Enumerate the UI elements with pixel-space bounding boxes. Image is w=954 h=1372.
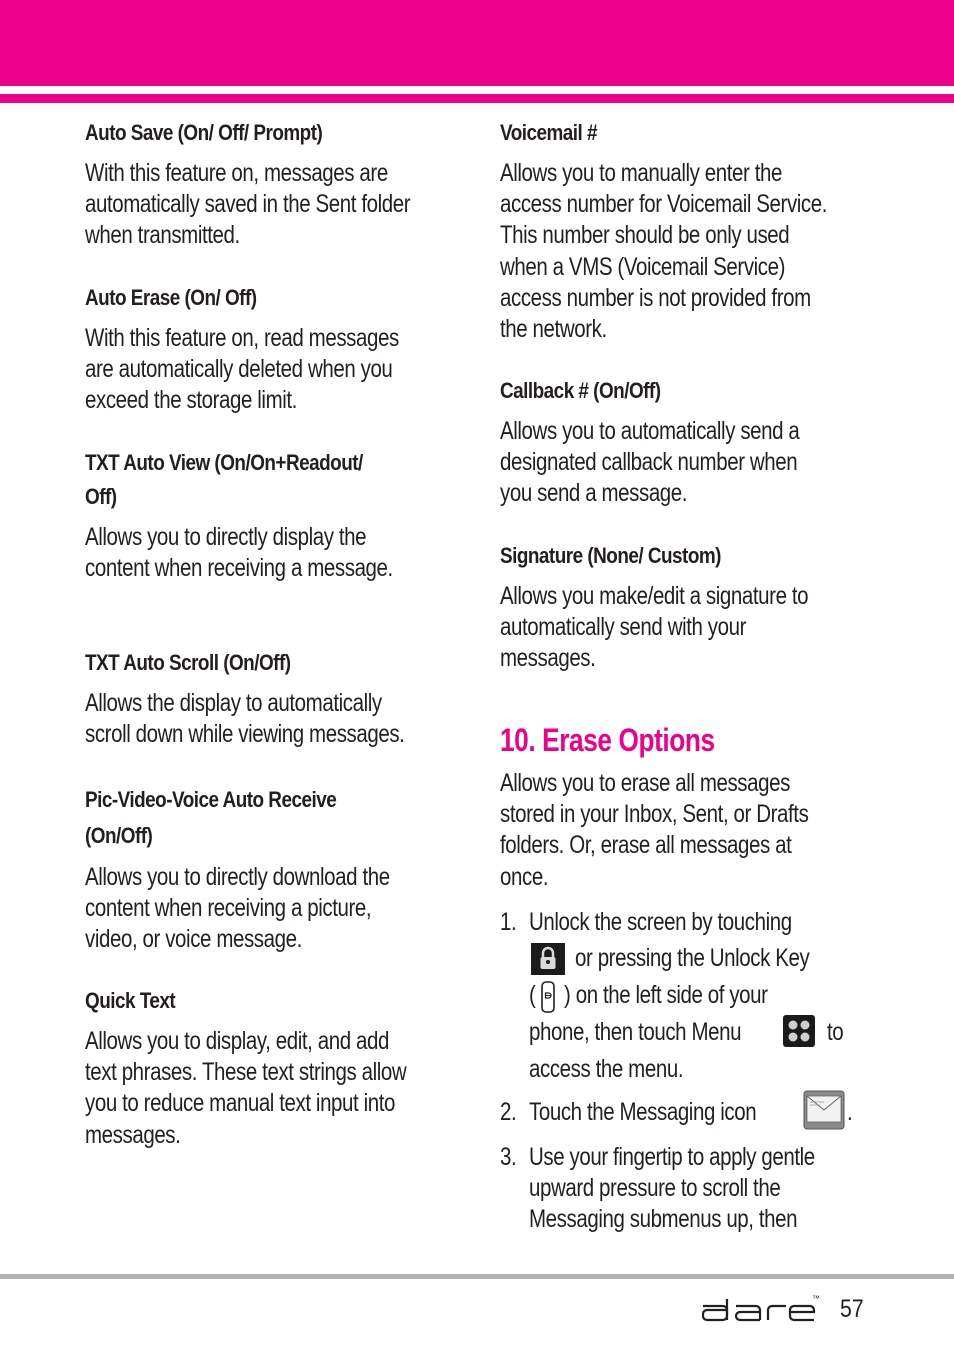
step-2-end: . (847, 1098, 853, 1126)
menu-icon (783, 1015, 815, 1047)
heading-auto-save: Auto Save (On/ Off/ Prompt) (85, 120, 323, 145)
section-txt-auto-view (85, 446, 525, 584)
section-voicemail (500, 116, 940, 345)
section-txt-auto-scroll (85, 646, 525, 750)
section-quick-text (85, 984, 525, 1151)
auto-save-body: With this feature on, messages are automatically saved in the Sent folder when transmitted. (85, 159, 411, 250)
footer-rule (0, 1274, 954, 1279)
callback-body: Allows you to automatically send a designated callback number when you send a message. (500, 417, 800, 508)
step-1-line3: ) on the left side of your (564, 981, 768, 1009)
heading-callback: Callback # (On/Off) (500, 378, 661, 403)
header-band (0, 0, 954, 86)
step-1-number: 1. (500, 908, 517, 936)
unlock-key-icon (541, 981, 555, 1013)
txt-auto-view-body: Allows you to directly display the content when receiving a message. (85, 523, 393, 583)
step-1 (500, 904, 880, 1094)
page-number: 57 (840, 1295, 864, 1323)
messaging-icon (803, 1090, 845, 1130)
erase-options-intro (500, 768, 940, 893)
step-1-line4: phone, then touch Menu (529, 1018, 742, 1046)
auto-erase-body: With this feature on, read messages are automatically deleted when you exceed the storage limit. (85, 324, 399, 415)
step-2 (500, 1094, 880, 1138)
section-callback (500, 374, 940, 510)
step-1-line5: access the menu. (529, 1055, 684, 1083)
heading-txt-auto-view: TXT Auto View (On/On+Readout/ Off) (85, 450, 363, 509)
step-1-line3-open: ( (529, 981, 536, 1009)
section-auto-save (85, 116, 525, 252)
heading-quick-text: Quick Text (85, 988, 176, 1013)
erase-options-body: Allows you to erase all messages stored in your Inbox, Sent, or Drafts folders. Or, erase all messages at once. (500, 769, 809, 891)
section-signature (500, 539, 940, 675)
section-pic-video-voice (85, 782, 525, 956)
voicemail-body: Allows you to manually enter the access number for Voicemail Service. This number should be only used when a VMS (Voicemail Service) access number is not provided from the network. (500, 159, 828, 344)
section-auto-erase (85, 281, 525, 417)
erase-options-title: 10. Erase Options (500, 722, 715, 758)
step-3-number: 3. (500, 1143, 517, 1171)
step-1-line1: Unlock the screen by touching (529, 908, 792, 936)
heading-voicemail: Voicemail # (500, 120, 598, 145)
txt-auto-scroll-body: Allows the display to automatically scroll down while viewing messages. (85, 689, 405, 749)
dare-logo (702, 1294, 820, 1327)
step-1-line2: or pressing the Unlock Key (575, 944, 810, 972)
pic-video-voice-body: Allows you to directly download the content when receiving a picture, video, or voice message. (85, 863, 390, 954)
step-1-line4-end: to (827, 1018, 844, 1046)
step-2-text: Touch the Messaging icon (529, 1098, 757, 1126)
heading-auto-erase: Auto Erase (On/ Off) (85, 285, 257, 310)
heading-signature: Signature (None/ Custom) (500, 543, 721, 568)
heading-pic-video-voice: Pic-Video-Voice Auto Receive (On/Off) (85, 787, 337, 848)
step-2-number: 2. (500, 1098, 517, 1126)
step-3 (500, 1142, 880, 1242)
step-3-text: Use your fingertip to apply gentle upward pressure to scroll the Messaging submenus up, then (529, 1143, 815, 1234)
lock-icon (531, 943, 565, 975)
quick-text-body: Allows you to display, edit, and add text phrases. These text strings allow you to reduce manual text input into messages. (85, 1027, 407, 1149)
heading-txt-auto-scroll: TXT Auto Scroll (On/Off) (85, 650, 291, 675)
signature-body: Allows you make/edit a signature to automatically send with your messages. (500, 582, 809, 673)
trademark: ™ (812, 1294, 820, 1303)
header-rule (0, 94, 954, 103)
